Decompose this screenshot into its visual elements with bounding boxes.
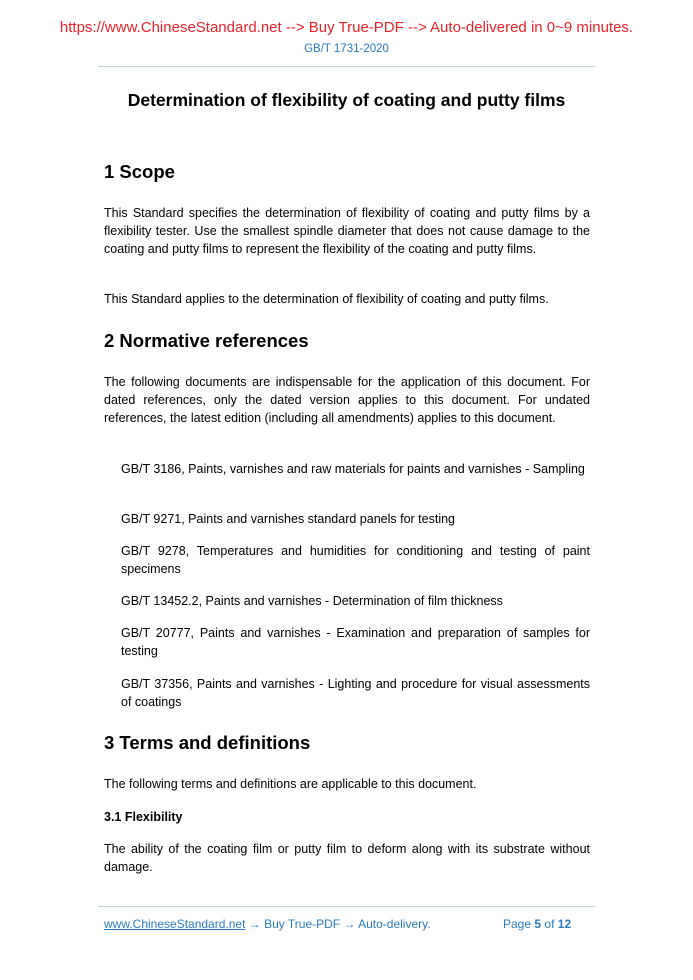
scope-paragraph: This Standard applies to the determination of flexibility of coating and putty films. — [104, 292, 549, 306]
page-indicator — [503, 916, 571, 932]
footer-website-link[interactable]: www.ChineseStandard.net — [104, 917, 246, 931]
section-heading-scope: 1 Scope — [104, 161, 175, 182]
reference-item: GB/T 9278, Temperatures and humidities for conditioning and testing of paint specimens — [121, 544, 590, 576]
standard-code: GB/T 1731-2020 — [304, 43, 389, 55]
footer-divider — [98, 906, 595, 907]
top-banner[interactable]: https://www.ChineseStandard.net --> Buy True-PDF --> Auto-delivered in 0~9 minutes. — [59, 19, 634, 36]
footer-promo — [104, 916, 431, 932]
reference-item: GB/T 13452.2, Paints and varnishes - Determination of film thickness — [121, 594, 503, 608]
scope-paragraph: This Standard specifies the determination of flexibility of coating and putty films by a flexibility tester. Use the smallest spindle diameter that does not cause damage to the coating and putty films to represent the flexibility of the coating and putty films. — [104, 206, 590, 256]
current-page-number: 5 — [534, 917, 542, 931]
section-heading-terms-and-definitions: 3 Terms and definitions — [104, 732, 311, 753]
subsection-heading-flexibility: 3.1 Flexibility — [104, 810, 183, 824]
total-pages-number: 12 — [557, 917, 572, 931]
reference-item: GB/T 20777, Paints and varnishes - Examination and preparation of samples for testing — [121, 626, 590, 658]
section-heading-normative-references: 2 Normative references — [104, 330, 309, 351]
page-label: Page — [503, 917, 532, 931]
footer-promo-text: → Buy True-PDF → Auto-delivery. — [245, 917, 431, 931]
page-of-label: of — [544, 917, 555, 931]
header-divider — [98, 66, 595, 67]
definition-paragraph: The ability of the coating film or putty film to deform along with its substrate without damage. — [104, 842, 590, 874]
reference-item: GB/T 3186, Paints, varnishes and raw materials for paints and varnishes - Sampling — [121, 462, 585, 476]
normative-intro-paragraph: The following documents are indispensable for the application of this document. For dated references, only the dated version applies to this document. For undated references, the latest edition (including all amendments) applies to this document. — [104, 375, 590, 425]
terms-intro-paragraph: The following terms and definitions are applicable to this document. — [104, 777, 477, 791]
reference-item: GB/T 9271, Paints and varnishes standard panels for testing — [121, 512, 455, 526]
document-title: Determination of flexibility of coating and putty films — [127, 90, 566, 110]
reference-item: GB/T 37356, Paints and varnishes - Lighting and procedure for visual assessments of coatings — [121, 677, 590, 709]
